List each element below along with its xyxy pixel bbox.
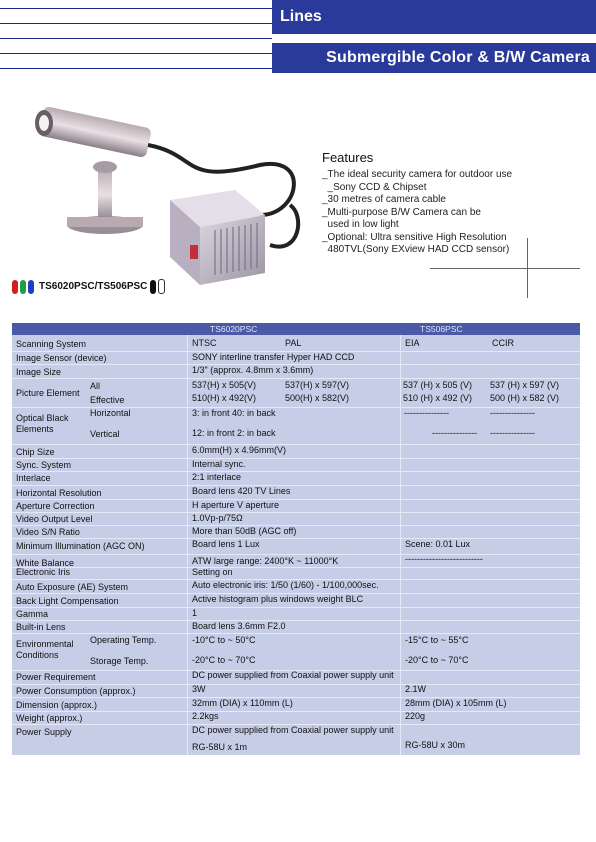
cell: 1	[192, 608, 198, 618]
header-model-left: TS6020PSC	[210, 324, 258, 334]
cell: Board lens 3.6mm F2.0	[192, 621, 286, 631]
sub-label: Operating Temp.	[90, 635, 157, 645]
cell: 2:1 interlace	[192, 472, 242, 482]
table-row	[12, 620, 580, 634]
table-row	[12, 364, 580, 379]
row-label: Sync. System	[16, 460, 72, 470]
cell: DC power supplied from Coaxial power supply unit	[192, 725, 394, 735]
table-row	[12, 554, 580, 568]
table-row	[12, 485, 580, 500]
green-pill-icon	[20, 280, 26, 294]
spec-table	[12, 323, 580, 755]
table-header	[12, 323, 580, 335]
header-rule	[0, 8, 272, 9]
cell: 510(H) x 492(V)	[192, 393, 257, 403]
cell: RG-58U x 1m	[192, 742, 248, 752]
table-row	[12, 593, 580, 608]
white-pill-icon	[158, 279, 165, 294]
cell: CCIR	[492, 338, 514, 348]
product-photo	[20, 105, 310, 290]
cell: ---------------	[432, 428, 477, 438]
cell: -15°C to ~ 55°C	[405, 635, 469, 645]
cell: 1.0Vp-p/75Ω	[192, 513, 243, 523]
cell: ---------------	[490, 428, 535, 438]
section-header	[272, 0, 596, 34]
table-row	[12, 444, 580, 459]
cell: 510 (H) x 492 (V)	[403, 393, 473, 403]
row-label: Optical Black Elements	[16, 413, 69, 434]
model-label-row	[12, 279, 167, 294]
cell: 1/3" (approx. 4.8mm x 3.6mm)	[192, 365, 314, 375]
row-label: Scanning System	[16, 339, 87, 349]
table-row	[12, 633, 580, 671]
header-rule	[0, 23, 272, 24]
cell: 6.0mm(H) x 4.96mm(V)	[192, 445, 287, 455]
cell: 32mm (DIA) x 110mm (L)	[192, 698, 293, 708]
model-label: TS6020PSC/TS506PSC	[39, 281, 148, 292]
table-row	[12, 378, 580, 408]
black-pill-icon	[150, 280, 156, 294]
cell: Scene: 0.01 Lux	[405, 539, 471, 549]
row-label: Image Sensor (device)	[16, 353, 107, 363]
cell: H aperture V aperture	[192, 500, 280, 510]
cell: 537 (H) x 597 (V)	[490, 380, 560, 390]
table-row	[12, 538, 580, 555]
feature-item: _Sony CCD & Chipset	[322, 181, 427, 193]
table-row	[12, 697, 580, 712]
row-label: Dimension (approx.)	[16, 700, 98, 710]
cell: 537(H) x 505(V)	[192, 380, 257, 390]
row-label: White Balance	[16, 558, 75, 568]
row-label: Interlace	[16, 473, 51, 483]
power-supply-icon	[170, 190, 265, 285]
cell: Internal sync.	[192, 459, 246, 469]
cell: 12: in front 2: in back	[192, 428, 276, 438]
cell: -20°C to ~ 70°C	[192, 655, 256, 665]
cell: 537(H) x 597(V)	[285, 380, 350, 390]
row-label: Minimum Illumination (AGC ON)	[16, 541, 145, 551]
table-row	[12, 579, 580, 594]
row-label: Aperture Correction	[16, 501, 95, 511]
row-label: Picture Element	[16, 388, 80, 398]
header-rule	[0, 53, 272, 54]
feature-item: _30 metres of camera cable	[322, 194, 446, 205]
sub-label: Vertical	[90, 429, 120, 439]
table-row	[12, 525, 580, 539]
row-label: Environmental Conditions	[16, 639, 74, 660]
table-row	[12, 711, 580, 725]
row-label: Weight (approx.)	[16, 713, 83, 723]
red-pill-icon	[12, 280, 18, 294]
row-label: Power Consumption (approx.)	[16, 686, 136, 696]
row-label: Built-in Lens	[16, 622, 66, 632]
row-label: Auto Exposure (AE) System	[16, 582, 129, 592]
table-row	[12, 351, 580, 365]
table-row	[12, 335, 580, 352]
header-model-right: TS506PSC	[420, 324, 463, 334]
blue-pill-icon	[28, 280, 34, 294]
features-block	[322, 150, 582, 257]
cell: 3: in front 40: in back	[192, 408, 276, 418]
cell: PAL	[285, 338, 302, 348]
cell: NTSC	[192, 338, 217, 348]
row-label: Chip Size	[16, 447, 55, 457]
cell: 3W	[192, 684, 206, 694]
cell: EIA	[405, 338, 420, 348]
section-label: Lines	[280, 8, 322, 25]
cell: 28mm (DIA) x 105mm (L)	[405, 698, 507, 708]
divider	[430, 268, 580, 269]
row-label: Gamma	[16, 609, 49, 619]
cell: DC power supplied from Coaxial power supply unit	[192, 670, 394, 680]
feature-item: _Optional: Ultra sensitive High Resolution	[322, 231, 507, 243]
table-row	[12, 684, 580, 698]
sub-label: All	[90, 381, 101, 391]
header-rule	[0, 68, 272, 69]
row-label: Power Supply	[16, 727, 72, 737]
sub-label: Horizontal	[90, 408, 131, 418]
cell: Board lens 420 TV Lines	[192, 486, 291, 496]
feature-item: used in low light	[322, 219, 399, 230]
cell: RG-58U x 30m	[405, 740, 466, 750]
feature-item: 480TVL(Sony EXview HAD CCD sensor)	[322, 244, 510, 255]
cell: SONY interline transfer Hyper HAD CCD	[192, 352, 355, 362]
row-label: Electronic Iris	[16, 567, 71, 577]
header-rule	[0, 38, 272, 39]
cell: 2.2kgs	[192, 711, 219, 721]
sub-label: Storage Temp.	[90, 656, 149, 666]
row-label: Back Light Compensation	[16, 596, 119, 606]
cell: ---------------	[490, 408, 535, 418]
cell: 500 (H) x 582 (V)	[490, 393, 560, 403]
row-label: Image Size	[16, 367, 62, 377]
cell: 500(H) x 582(V)	[285, 393, 350, 403]
table-row	[12, 407, 580, 445]
table-row	[12, 607, 580, 621]
row-label: Video Output Level	[16, 514, 93, 524]
feature-item: _The ideal security camera for outdoor use	[322, 169, 513, 180]
table-row	[12, 471, 580, 486]
cell: ATW large range: 2400°K ~ 11000°K	[192, 556, 339, 566]
cell: -20°C to ~ 70°C	[405, 655, 469, 665]
title-header	[272, 43, 596, 73]
row-label: Horizontal Resolution	[16, 488, 102, 498]
features-heading: Features	[322, 150, 374, 165]
table-row	[12, 724, 580, 755]
page-title: Submergible Color & B/W Camera	[326, 49, 590, 66]
table-row	[12, 670, 580, 685]
cell: Active histogram plus windows weight BLC	[192, 594, 364, 604]
cell: --------------------------	[405, 554, 483, 564]
cell: ---------------	[404, 408, 449, 418]
cell: 2.1W	[405, 684, 427, 694]
row-label: Power Requirement	[16, 672, 96, 682]
cell: Setting on	[192, 567, 233, 577]
cell: 220g	[405, 711, 426, 721]
cell: Auto electronic iris: 1/50 (1/60) - 1/100,000sec.	[192, 580, 379, 590]
table-row	[12, 458, 580, 472]
cell: 537 (H) x 505 (V)	[403, 380, 473, 390]
cell: Board lens 1 Lux	[192, 539, 260, 549]
cell: -10°C to ~ 50°C	[192, 635, 256, 645]
table-row	[12, 512, 580, 526]
feature-item: _Multi-purpose B/W Camera can be	[322, 206, 481, 218]
camera-icon	[35, 106, 152, 158]
row-label: Video S/N Ratio	[16, 527, 80, 537]
sub-label: Effective	[90, 395, 125, 405]
cell: More than 50dB (AGC off)	[192, 526, 297, 536]
table-row	[12, 499, 580, 513]
